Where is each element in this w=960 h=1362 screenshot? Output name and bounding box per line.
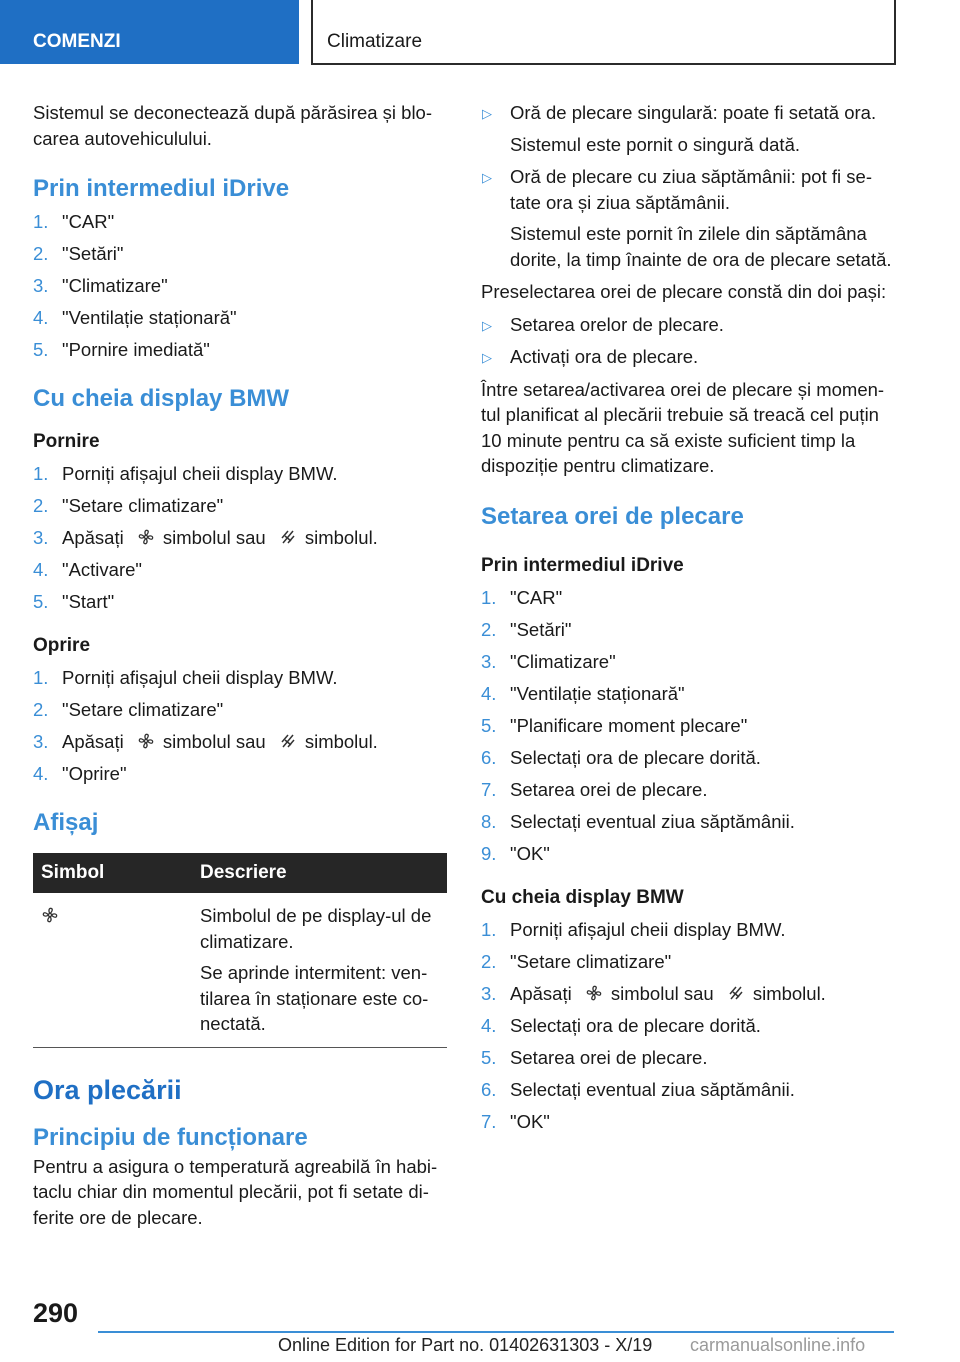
fan-icon xyxy=(137,732,155,750)
departure-heading: Ora plecării xyxy=(33,1074,182,1105)
list-item: 4. "Activare" xyxy=(33,559,142,580)
principle-text: Pentru a asigura o temperatură agreabilă în habitaclu chiar din momentul plecării, pot fi setate diferite ore de plecare. xyxy=(33,1155,438,1228)
list-item: 5. "Start" xyxy=(33,591,115,612)
list-item: 3. Apăsați simbolul sau simbolul. xyxy=(33,731,378,752)
list-item: 4. "Ventilație staționară" xyxy=(481,682,685,704)
list-item: 1. Porniți afișajul cheii display BMW. xyxy=(33,667,338,688)
stop-steps-list xyxy=(33,665,447,787)
list-item: 6. Selectați eventual ziua săptămânii. xyxy=(481,1078,795,1100)
fan-icon xyxy=(585,984,603,1002)
idrive-heading: Prin intermediul iDrive xyxy=(33,175,290,202)
list-item: 4. "Oprire" xyxy=(33,763,127,784)
ventilation-icon xyxy=(279,528,297,546)
list-item: 1. "CAR" xyxy=(481,586,563,608)
list-item: 8. Selectați eventual ziua săptămânii. xyxy=(481,810,795,832)
table-cell: Simbolul de pe display-ul de climatizare. Se aprinde intermitent: ventilarea în staționare este conectată. xyxy=(192,893,447,1047)
set-departure-heading: Setarea orei de plecare xyxy=(481,502,744,530)
list-item: 9. "OK" xyxy=(481,842,550,864)
idrive-subheading: Prin intermediul iDrive xyxy=(481,554,684,576)
set-idrive-steps-list xyxy=(481,585,895,867)
list-item: 2. "Setări" xyxy=(481,618,572,640)
column-header: Simbol xyxy=(33,853,192,893)
list-item: 2. "Setări" xyxy=(33,243,124,264)
ventilation-icon xyxy=(727,984,745,1002)
list-item: 1. Porniți afișajul cheii display BMW. xyxy=(33,463,338,484)
list-item: 1. "CAR" xyxy=(33,211,115,232)
right-column xyxy=(481,100,895,1141)
list-item: 3. "Climatizare" xyxy=(33,275,168,296)
fan-icon xyxy=(137,528,155,546)
display-heading: Afișaj xyxy=(33,809,99,836)
preselect-list xyxy=(481,312,895,370)
table-row xyxy=(33,893,447,1047)
idrive-steps-list xyxy=(33,209,447,363)
symbol-table xyxy=(33,853,447,1048)
ventilation-icon xyxy=(279,732,297,750)
list-item: 5. "Planificare moment plecare" xyxy=(481,714,748,736)
table-header-row xyxy=(33,853,447,893)
watermark-text: carmanualsonline.info xyxy=(690,1335,866,1355)
list-item: 3. Apăsați simbolul sau simbolul. xyxy=(33,527,378,548)
list-item: 1. Porniți afișajul cheii display BMW. xyxy=(481,918,786,940)
list-item: 3. Apăsați simbolul sau simbolul. xyxy=(481,982,826,1004)
set-key-steps-list xyxy=(481,917,895,1135)
list-item: 4. "Ventilație staționară" xyxy=(33,307,237,328)
list-item: 7. Setarea orei de plecare. xyxy=(481,778,708,800)
list-item: ▷ Activați ora de plecare. xyxy=(482,346,699,367)
display-key-heading: Cu cheia display BMW xyxy=(33,385,290,412)
list-item: ▷ Oră de plecare singulară: poate fi setată ora. Sistemul este pornit o singură dată. xyxy=(482,102,877,155)
table-cell xyxy=(33,893,192,1047)
page-number: 290 xyxy=(33,1298,79,1328)
start-steps-list xyxy=(33,461,447,615)
list-item: ▷ Setarea orelor de plecare. xyxy=(482,313,724,335)
footer-divider xyxy=(98,1331,894,1333)
list-item: 3. "Climatizare" xyxy=(481,650,616,672)
page-header xyxy=(0,0,960,66)
stop-heading: Oprire xyxy=(33,635,91,656)
list-item: 4. Selectați ora de plecare dorită. xyxy=(481,1014,761,1036)
edition-text: Online Edition for Part no. 01402631303 - X/19 xyxy=(278,1335,653,1355)
list-item: 2. "Setare climatizare" xyxy=(33,699,224,720)
left-column xyxy=(33,100,447,1230)
departure-types-list xyxy=(481,100,895,272)
display-key-subheading: Cu cheia display BMW xyxy=(481,886,684,908)
list-item: 6. Selectați ora de plecare dorită. xyxy=(481,746,761,768)
section-tab: COMENZI xyxy=(0,0,299,64)
preselect-text: Preselectarea orei de plecare constă din doi pași: xyxy=(481,281,887,302)
fan-icon xyxy=(41,906,59,924)
list-item: 2. "Setare climatizare" xyxy=(33,495,224,516)
chapter-tab: Climatizare xyxy=(311,0,896,65)
start-heading: Pornire xyxy=(33,431,100,452)
list-item: 5. Setarea orei de plecare. xyxy=(481,1046,708,1068)
note-text: Între setarea/activarea orei de plecare și momentul planificat al plecării trebuie să treacă cel puțin 10 minute pentru ca să existe suficient timp la dispoziție pentru climatizare. xyxy=(481,378,885,476)
column-header: Descriere xyxy=(192,853,447,893)
list-item: 2. "Setare climatizare" xyxy=(481,950,672,972)
list-item: 7. "OK" xyxy=(481,1110,550,1132)
intro-text: Sistemul se deconectează după părăsirea și blocarea autovehiculului. xyxy=(33,102,433,149)
list-item: 5. "Pornire imediată" xyxy=(33,339,210,360)
list-item: ▷ Oră de plecare cu ziua săptămânii: pot fi setate ora și ziua săptămânii. Sistemul este pornit în zilele din săptămâna dorite, la timp înainte de ora de plecare setată. xyxy=(482,166,892,270)
principle-heading: Principiu de funcționare xyxy=(33,1123,308,1151)
